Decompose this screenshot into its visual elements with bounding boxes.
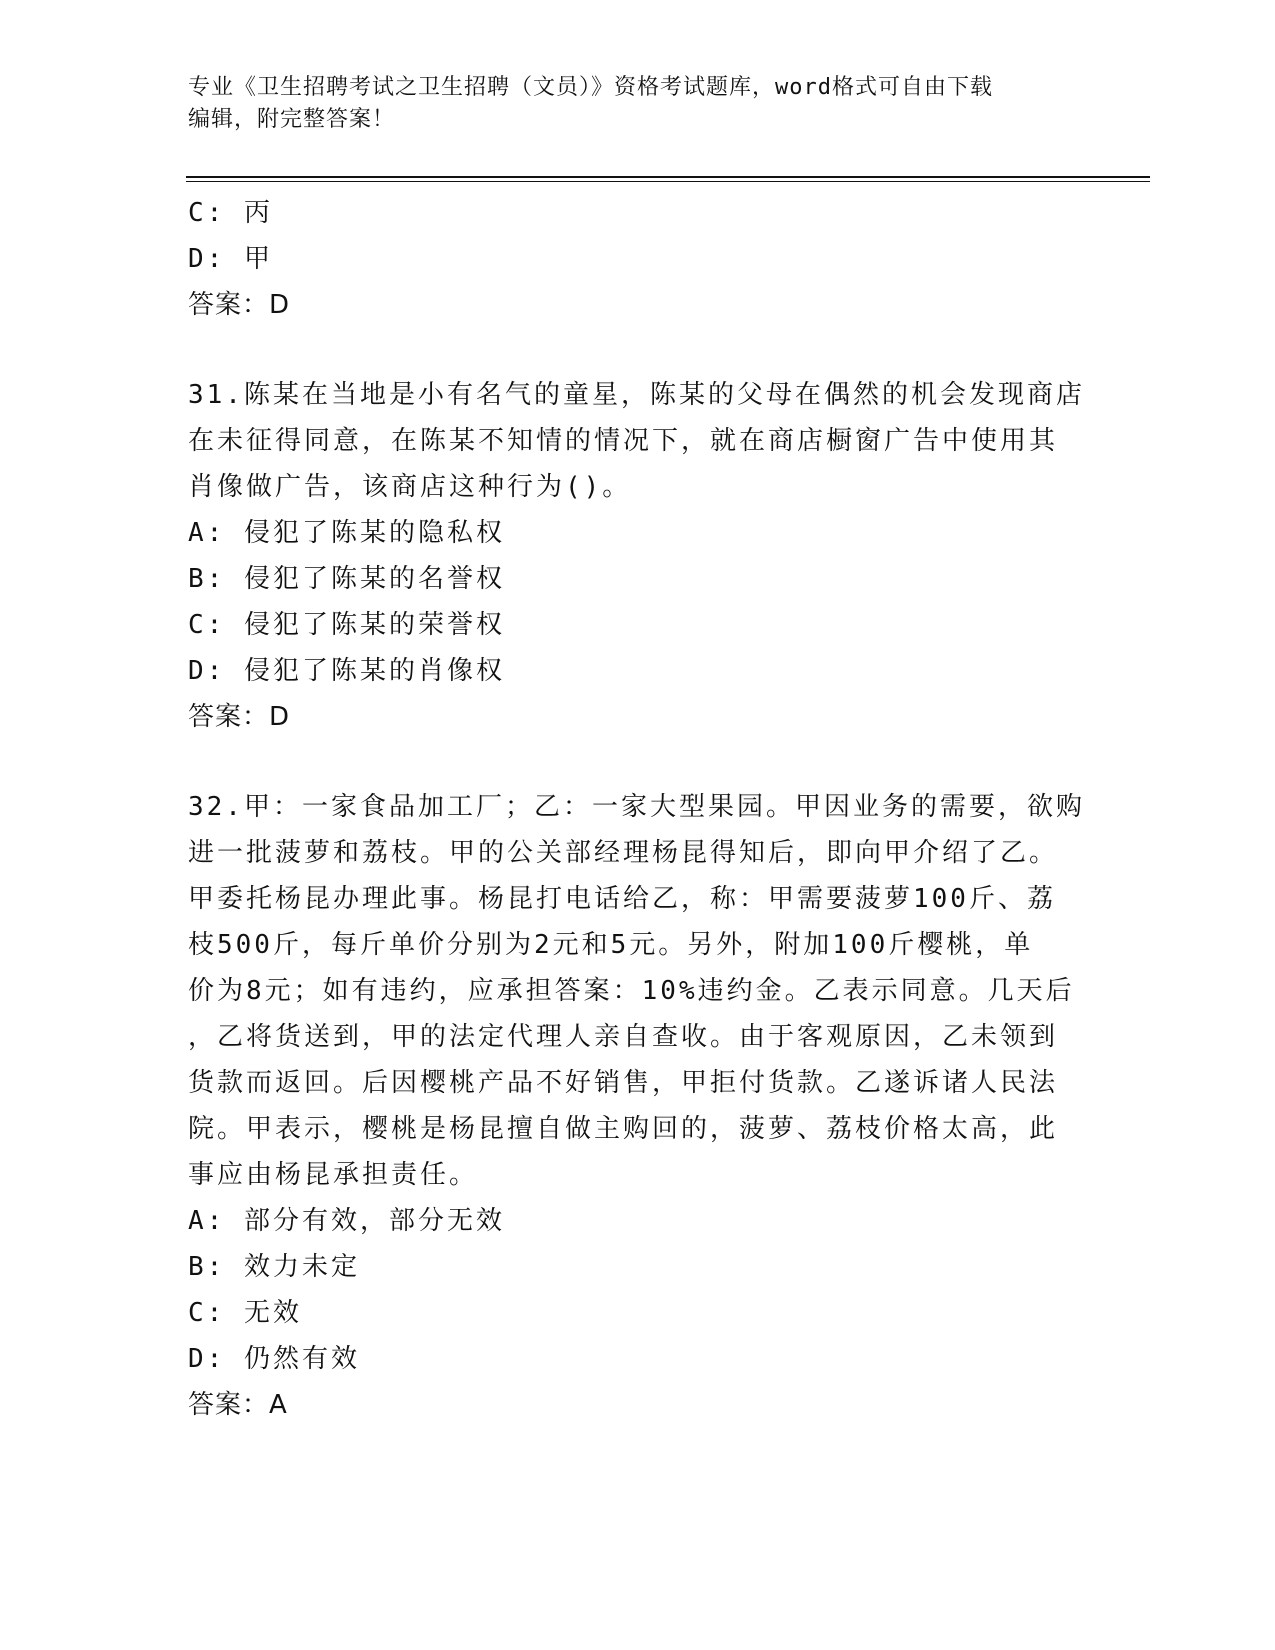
- question-line: 肖像做广告，该商店这种行为()。: [188, 472, 632, 502]
- option-b: B: 效力未定: [188, 1252, 360, 1282]
- question-line: 货款而返回。后因樱桃产品不好销售，甲拒付货款。乙遂诉诸人民法: [188, 1068, 1059, 1098]
- header-line-2: 编辑，附完整答案！: [188, 107, 396, 132]
- option-d: D: 侵犯了陈某的肖像权: [188, 656, 505, 686]
- question-line: 甲委托杨昆办理此事。杨昆打电话给乙，称：甲需要菠萝100斤、荔: [188, 884, 1056, 914]
- question-line: 进一批菠萝和荔枝。甲的公关部经理杨昆得知后，即向甲介绍了乙。: [188, 838, 1059, 868]
- option-a: A: 部分有效，部分无效: [188, 1206, 505, 1236]
- page-header: [188, 72, 1088, 136]
- prev-question-block: [188, 190, 1088, 328]
- option-c: C: 侵犯了陈某的荣誉权: [188, 610, 505, 640]
- option-d: D: 甲: [188, 244, 273, 274]
- option-a: A: 侵犯了陈某的隐私权: [188, 518, 505, 548]
- question-line: 在未征得同意，在陈某不知情的情况下，就在商店橱窗广告中使用其: [188, 426, 1059, 456]
- question-line: 枝500斤，每斤单价分别为2元和5元。另外，附加100斤樱桃，单: [188, 930, 1034, 960]
- header-divider-thin: [186, 181, 1150, 182]
- header-line-1: 专业《卫生招聘考试之卫生招聘（文员）》资格考试题库，word格式可自由下载: [188, 75, 993, 100]
- question-line: 31.陈某在当地是小有名气的童星，陈某的父母在偶然的机会发现商店: [188, 380, 1085, 410]
- question-text: [188, 784, 1088, 1198]
- question-line: 院。甲表示，樱桃是杨昆擅自做主购回的，菠萝、荔枝价格太高，此: [188, 1114, 1059, 1144]
- question-text: [188, 372, 1088, 510]
- question-31: [188, 372, 1088, 740]
- answer-line: 答案：A: [188, 1390, 288, 1420]
- answer-line: 答案：D: [188, 702, 291, 732]
- option-d: D: 仍然有效: [188, 1344, 360, 1374]
- question-content: [188, 190, 1088, 1428]
- question-line: 32.甲：一家食品加工厂；乙：一家大型果园。甲因业务的需要，欲购: [188, 792, 1085, 822]
- option-b: B: 侵犯了陈某的名誉权: [188, 564, 505, 594]
- answer-line: 答案：D: [188, 290, 291, 320]
- spacer: [188, 740, 1088, 784]
- option-c: C: 无效: [188, 1298, 302, 1328]
- question-line: 价为8元；如有违约，应承担答案：10%违约金。乙表示同意。几天后: [188, 976, 1075, 1006]
- question-line: ，乙将货送到，甲的法定代理人亲自查收。由于客观原因，乙未领到: [188, 1022, 1059, 1052]
- question-32: [188, 784, 1088, 1428]
- header-divider-thick: [186, 176, 1150, 178]
- question-line: 事应由杨昆承担责任。: [188, 1160, 479, 1190]
- option-c: C: 丙: [188, 198, 273, 228]
- spacer: [188, 328, 1088, 372]
